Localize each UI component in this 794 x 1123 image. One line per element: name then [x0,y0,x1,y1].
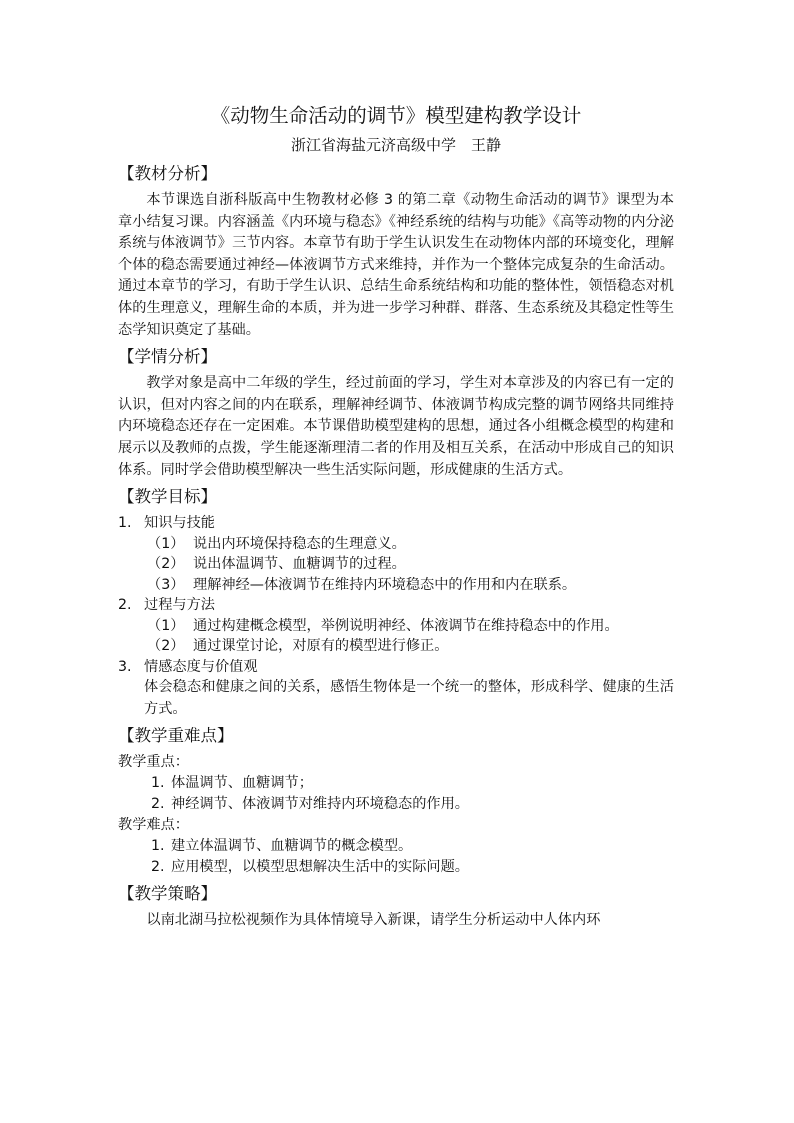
section-heading-keypoints: 【教学重难点】 [118,726,234,746]
goal-number: 2. [118,597,132,614]
subitem-text: 说出内环境保持稳态的生理意义。 [193,535,406,552]
goal-subitem [118,616,674,637]
subitem-number: （2） [147,556,185,573]
goal-number: 3. [118,658,132,675]
goal-item [118,595,674,616]
difficulty-item [118,836,674,857]
subitem-text: 通过构建概念模型，举例说明神经、体液调节在维持稳态中的作用。 [193,617,619,634]
goal-subitem [118,575,674,596]
subitem-number: （2） [147,638,185,655]
document-title: 《动物生命活动的调节》模型建构教学设计 [210,104,582,127]
focus-number: 2. [151,796,165,813]
goal-subitem [118,554,674,575]
goals-list [118,513,674,677]
section-heading-material: 【教材分析】 [118,164,217,183]
focus-text: 体温调节、血糖调节； [171,775,313,792]
subitem-text: 通过课堂讨论，对原有的模型进行修正。 [193,638,449,655]
focus-text: 神经调节、体液调节对维持内环境稳态的作用。 [171,796,469,813]
focus-item [118,773,674,794]
author-line: 浙江省海盐元济高级中学 王静 [290,136,501,154]
subitem-text: 说出体温调节、血糖调节的过程。 [193,556,406,573]
goal-number: 1. [118,515,132,532]
subitem-number: （1） [147,617,185,634]
goal-item [118,657,674,678]
students-paragraph: 教学对象是高中二年级的学生，经过前面的学习，学生对本章涉及的内容已有一定的认识，但对内容之间的内在联系，理解神经调节、体液调节构成完整的调节网络共同维持内环境稳态还存在一定困难。本节课借助模型建构的思想，通过各小组概念模型的构建和展示以及教师的点拨，学生能逐渐理清二者的作用及相互关系，在活动中形成自己的知识体系。同时学会借助模型解决一些生活实际问题，形成健康的生活方式。 [118,375,674,478]
goal-attitude-text: 体会稳态和健康之间的关系，感悟生物体是一个统一的整体，形成科学、健康的生活方式。 [144,679,674,717]
difficulty-number: 1. [151,838,165,855]
difficulty-number: 2. [151,859,165,876]
goal-subitem [118,534,674,555]
goal-item [118,513,674,534]
goal-label: 情感态度与价值观 [144,658,258,675]
goal-subitem [118,636,674,657]
strategy-paragraph: 以南北湖马拉松视频作为具体情境导入新课，请学生分析运动中人体内环 [146,912,601,929]
section-heading-students: 【学情分析】 [118,347,217,367]
difficulty-item [118,857,674,878]
subitem-number: （1） [147,535,185,552]
difficulty-text: 应用模型，以模型思想解决生活中的实际问题。 [171,859,469,876]
subitem-text: 理解神经—体液调节在维持内环境稳态中的作用和内在联系。 [193,576,577,593]
section-heading-goals: 【教学目标】 [118,487,217,507]
document-body [118,100,674,932]
goal-label: 知识与技能 [144,515,215,532]
subitem-number: （3） [147,576,185,593]
difficulty-text: 建立体温调节、血糖调节的概念模型。 [171,838,413,855]
material-paragraph: 本节课选自浙科版高中生物教材必修 3 的第二章《动物生命活动的调节》课型为本章小结复习课。内容涵盖《内环境与稳态》《神经系统的结构与功能》《高等动物的内分泌系统与体液调节》三节内容。本章节有助于学生认识发生在动物体内部的环境变化，理解个体的稳态需要通过神经—体液调节方式来维持，并作为一个整体完成复杂的生命活动。通过本章节的学习，有助于学生认识、总结生命系统结构和功能的整体性，领悟稳态对机体的生理意义，理解生命的本质，并为进一步学习种群、群落、生态系统及其稳定性等生态学知识奠定了基础。 [118,192,674,338]
goal-label: 过程与方法 [144,597,215,614]
focus-number: 1. [151,775,165,792]
difficulty-label: 教学难点： [118,817,189,834]
focus-item [118,794,674,815]
section-heading-strategy: 【教学策略】 [118,884,217,904]
focus-label: 教学重点： [118,754,189,771]
